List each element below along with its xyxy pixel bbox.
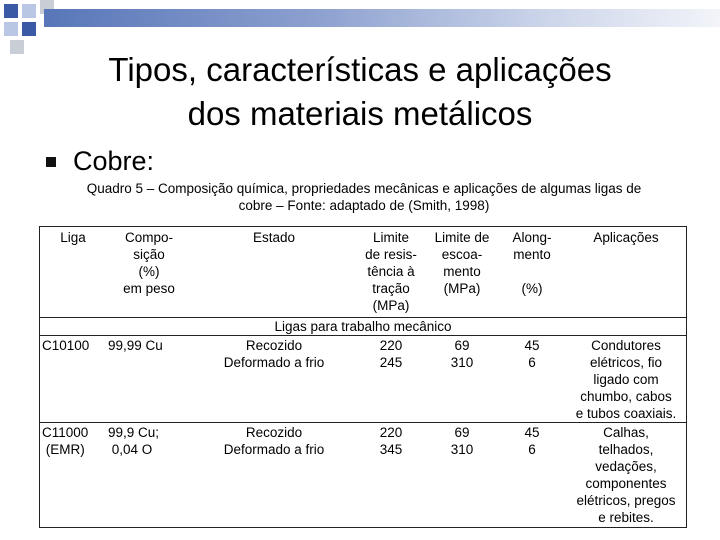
cell-composicao: 99,9 Cu; 0,04 O [106,423,192,527]
square-decoration [4,22,18,36]
table-caption [40,180,688,214]
cell-estado: Recozido Deformado a frio [223,338,325,370]
table-section-row [40,318,686,336]
header-escoamento: Limite de escoa- mento (MPa) [434,230,490,296]
cell-tracao: 220 345 [356,423,426,527]
title-line-1: Tipos, características e aplicações [108,51,612,88]
header-alongamento: Along- mento (%) [512,230,552,296]
cell-tracao: 220 245 [379,338,403,370]
table-header-row [40,227,686,318]
caption-line-1: Quadro 5 – Composição química, propriedades mecânicas e aplicações de algumas ligas de [86,181,642,196]
top-gradient-bar [44,9,720,27]
square-decoration [22,4,36,18]
square-decoration [22,22,36,36]
alloy-table [39,226,687,528]
cell-escoamento: 69 310 [450,338,474,370]
title-line-2: dos materiais metálicos [187,95,533,132]
cell-alongamento: 45 6 [498,423,566,527]
bullet-text: Cobre: [73,146,155,176]
cell-alongamento: 45 6 [524,338,540,370]
cell-composicao: 99,99 Cu [108,338,163,353]
header-aplicacoes: Aplicações [593,230,659,245]
header-tracao: Limite de resis- tência à tração (MPa) [365,230,417,313]
cell-aplicacoes: Calhas, telhados, vedações, componentes elétricos, pregos e rebites. [566,423,686,527]
cell-estado: Recozido Deformado a frio [192,423,356,527]
header-composicao: Compo- sição (%) em peso [123,230,175,296]
cell-escoamento: 69 310 [426,423,498,527]
cell-aplicacoes: Condutores elétricos, fio ligado com chumbo, cabos e tubos coaxiais. [575,338,677,421]
header-estado: Estado [252,230,296,245]
cell-liga: C10100 [42,338,90,353]
caption-line-2: cobre – Fonte: adaptado de (Smith, 1998) [238,198,490,213]
square-decoration [10,40,24,54]
slide-title [40,48,680,136]
square-bullet-icon [46,157,56,167]
table-row [40,423,686,527]
cell-liga: C11000 (EMR) [40,423,106,527]
table-row [40,336,686,423]
header-liga: Liga [60,230,86,245]
square-decoration [4,4,18,18]
section-label: Ligas para trabalho mecânico [40,318,686,336]
